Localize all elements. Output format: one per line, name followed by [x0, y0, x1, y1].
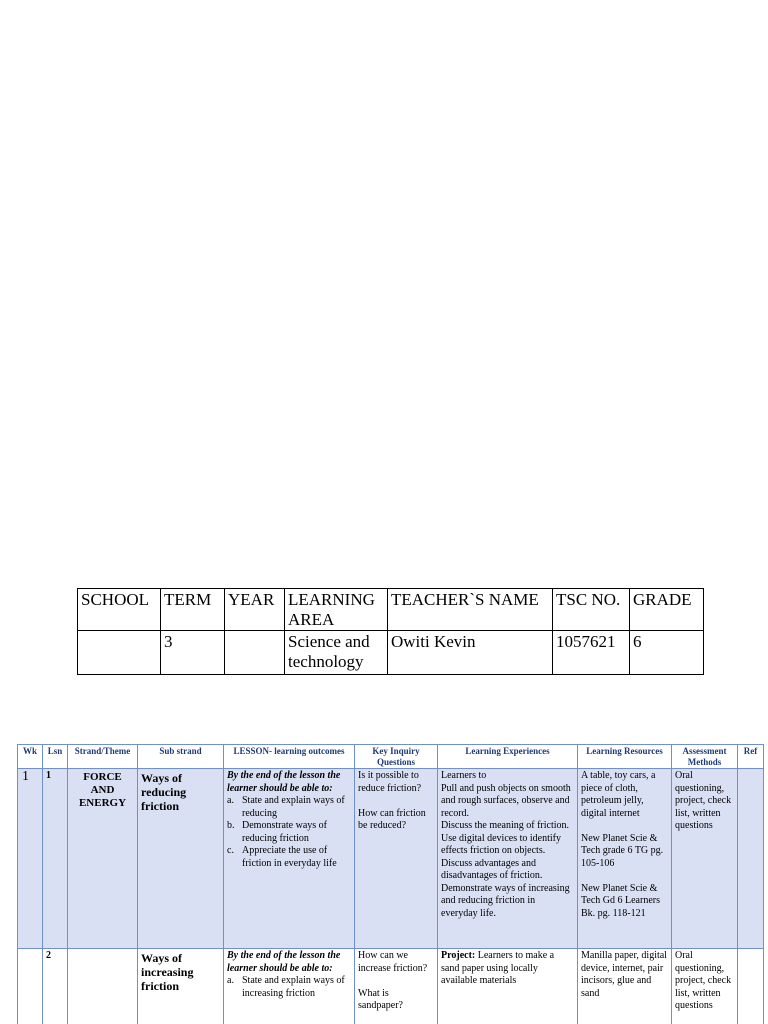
question-text: How can friction be reduced? [358, 807, 426, 831]
experience-text: Use digital devices to identify effects friction on objects. [441, 832, 561, 856]
header-assessment-methods: Assessment Methods [672, 745, 738, 769]
key-inquiry-questions [355, 949, 438, 1024]
info-value-teacher-name: Owiti Kevin [388, 631, 553, 675]
week-number [18, 949, 43, 1024]
experience-text: Demonstrate ways of increasing and reducing friction in everyday life. [441, 882, 570, 919]
sub-strand: Ways of increasing friction [138, 949, 224, 1024]
outcome-text: State and explain ways of increasing friction [242, 975, 345, 999]
list-marker: b. [227, 820, 235, 831]
outcomes-list [227, 795, 351, 870]
strand [68, 949, 138, 1024]
header-lsn: Lsn [43, 745, 68, 769]
reference [738, 769, 764, 949]
scheme-header-row [18, 745, 764, 769]
info-value-term: 3 [161, 631, 225, 675]
header-key-inquiry-questions: Key Inquiry Questions [355, 745, 438, 769]
info-header-school: SCHOOL [78, 589, 161, 631]
info-header-row [78, 589, 704, 631]
info-header-learning-area: LEARNING AREA [285, 589, 388, 631]
sub-strand: Ways of reducing friction [138, 769, 224, 949]
list-marker: a. [227, 975, 234, 986]
scheme-of-work-table [17, 744, 764, 1024]
resource-text: New Planet Scie & Tech Gd 6 Learners Bk. pg. 118-121 [581, 882, 660, 919]
list-marker: a. [227, 795, 234, 806]
table-row [18, 949, 764, 1024]
experience-text: Discuss the meaning of friction. [441, 820, 570, 831]
list-item [227, 820, 351, 845]
question-text: Is it possible to reduce friction? [358, 770, 422, 794]
experience-text: Discuss advantages and disadvantages of friction. [441, 857, 543, 881]
learning-experiences [438, 949, 578, 1024]
info-value-year [225, 631, 285, 675]
assessment-methods: Oral questioning, project, check list, written questions [672, 949, 738, 1024]
question-text: How can we increase friction? [358, 950, 428, 974]
learning-outcomes [224, 949, 355, 1024]
learning-experiences [438, 769, 578, 949]
info-header-grade: GRADE [630, 589, 704, 631]
info-header-year: YEAR [225, 589, 285, 631]
header-strand-theme: Strand/Theme [68, 745, 138, 769]
experience-lead: Project: [441, 950, 476, 961]
assessment-methods: Oral questioning, project, check list, written questions [672, 769, 738, 949]
outcomes-list [227, 975, 351, 1000]
week-number: 1 [18, 769, 43, 949]
strand: FORCE AND ENERGY [68, 769, 138, 949]
info-header-term: TERM [161, 589, 225, 631]
experience-text: Learners to [441, 770, 487, 781]
header-wk: Wk [18, 745, 43, 769]
learning-resources [578, 769, 672, 949]
list-marker: c. [227, 845, 234, 856]
key-inquiry-questions [355, 769, 438, 949]
info-value-grade: 6 [630, 631, 704, 675]
header-sub-strand: Sub strand [138, 745, 224, 769]
info-header-tsc-no: TSC NO. [553, 589, 630, 631]
header-ref: Ref [738, 745, 764, 769]
header-learning-experiences: Learning Experiences [438, 745, 578, 769]
school-info-table [77, 588, 704, 675]
resource-text: A table, toy cars, a piece of cloth, petroleum jelly, digital internet [581, 770, 656, 819]
outcomes-intro: By the end of the lesson the learner should be able to: [227, 770, 341, 794]
question-text: What is sandpaper? [358, 987, 403, 1011]
reference [738, 949, 764, 1024]
list-item [227, 845, 351, 870]
info-value-school [78, 631, 161, 675]
outcome-text: Demonstrate ways of reducing friction [242, 820, 327, 844]
info-header-teacher-name: TEACHER`S NAME [388, 589, 553, 631]
experience-text: Pull and push objects on smooth and rough surfaces, observe and record. [441, 782, 571, 819]
list-item [227, 795, 351, 820]
info-value-row [78, 631, 704, 675]
list-item [227, 975, 351, 1000]
lesson-number: 2 [43, 949, 68, 1024]
info-value-tsc-no: 1057621 [553, 631, 630, 675]
resource-text: New Planet Scie & Tech grade 6 TG pg. 105-106 [581, 832, 664, 869]
learning-outcomes [224, 769, 355, 949]
resource-text: Manilla paper, digital device, internet, pair incisors, glue and sand [581, 950, 667, 999]
outcome-text: State and explain ways of reducing [242, 795, 345, 819]
outcomes-intro: By the end of the lesson the learner should be able to: [227, 950, 341, 974]
outcome-text: Appreciate the use of friction in everyday life [242, 845, 337, 869]
table-row [18, 769, 764, 949]
experience-text: Learners to make a sand paper using locally available materials [441, 950, 555, 986]
lesson-number: 1 [43, 769, 68, 949]
info-value-learning-area: Science and technology [285, 631, 388, 675]
learning-resources [578, 949, 672, 1024]
header-lesson-outcomes: LESSON- learning outcomes [224, 745, 355, 769]
header-learning-resources: Learning Resources [578, 745, 672, 769]
